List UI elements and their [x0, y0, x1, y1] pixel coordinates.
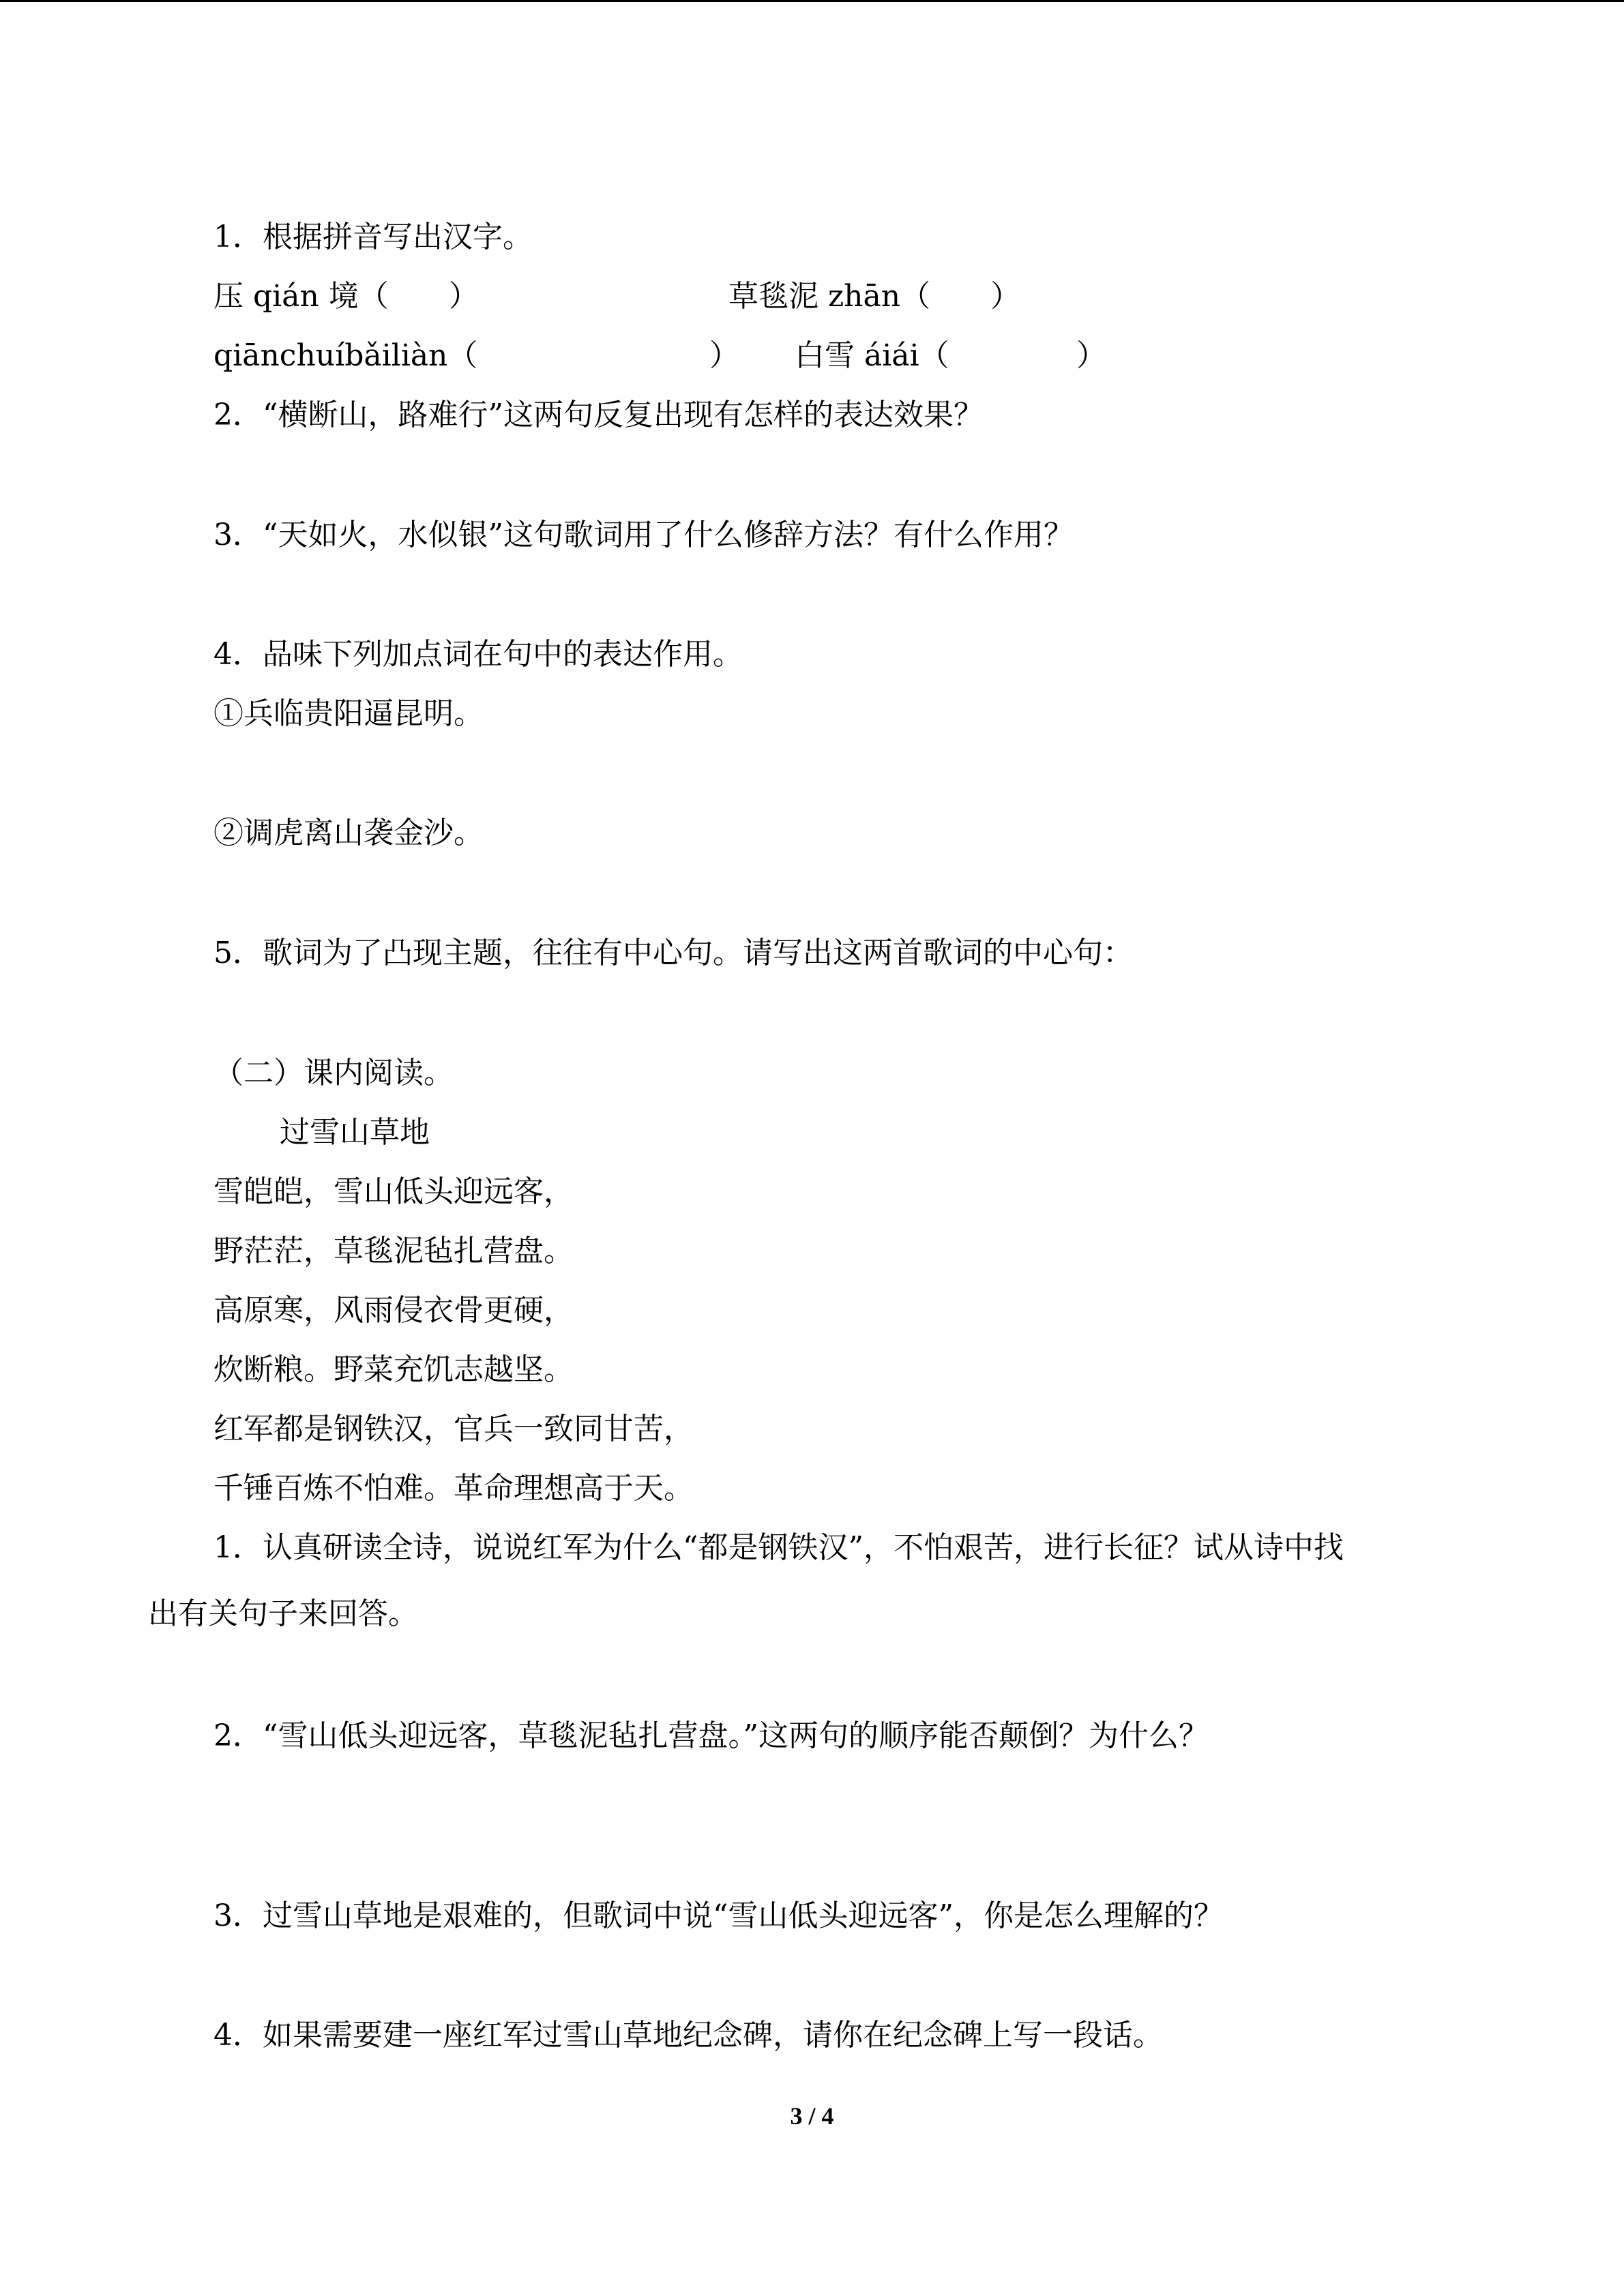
poem-line: 炊断粮。野菜充饥志越坚。 [213, 1352, 574, 1387]
page-number: 3 / 4 [790, 2102, 834, 2130]
poem-title: 过雪山草地 [280, 1115, 430, 1150]
reading-question-1: 1．认真研读全诗，说说红军为什么“都是钢铁汉”，不怕艰苦，进行长征？试从诗中找 [213, 1530, 1344, 1565]
pinyin-item-4-close: ） [1076, 338, 1106, 373]
pinyin-item-3-close: ） [709, 338, 739, 373]
reading-question-1-cont: 出有关句子来回答。 [148, 1596, 418, 1631]
question-2: 2．“横断山，路难行”这两句反复出现有怎样的表达效果？ [213, 398, 984, 432]
pinyin-item-3-open: qiānchuíbǎiliàn（ [213, 338, 478, 373]
question-4-sentence-b: ②调虎离山袭金沙。 [213, 816, 484, 850]
poem-line: 野茫茫，草毯泥毡扎营盘。 [213, 1234, 574, 1268]
poem-line: 高原寒，风雨侵衣骨更硬， [213, 1293, 574, 1328]
section-heading: （二）课内阅读。 [213, 1056, 454, 1090]
question-5: 5．歌词为了凸现主题，往往有中心句。请写出这两首歌词的中心句： [213, 936, 1133, 970]
reading-question-4: 4．如果需要建一座红军过雪山草地纪念碑，请你在纪念碑上写一段话。 [213, 2018, 1163, 2053]
pinyin-item-1: 压 qián 境（ ） [213, 279, 479, 314]
pinyin-item-2: 草毯泥 zhān（ ） [728, 279, 1021, 314]
reading-question-3: 3．过雪山草地是艰难的，但歌词中说“雪山低头迎远客”，你是怎么理解的？ [213, 1898, 1224, 1933]
question-4-sentence-a: ①兵临贵阳逼昆明。 [213, 696, 484, 731]
poem-line: 红军都是钢铁汉，官兵一致同甘苦， [213, 1412, 694, 1446]
poem-line: 千锤百炼不怕难。革命理想高于天。 [213, 1471, 694, 1506]
top-border [0, 0, 1624, 2]
poem-line: 雪皑皑，雪山低头迎远客， [213, 1174, 574, 1209]
question-1: 1．根据拼音写出汉字。 [213, 220, 533, 254]
question-4: 4．品味下列加点词在句中的表达作用。 [213, 637, 743, 672]
question-3: 3．“天如火，水似银”这句歌词用了什么修辞方法？有什么作用？ [213, 518, 1074, 552]
reading-question-2: 2．“雪山低头迎远客，草毯泥毡扎营盘。”这两句的顺序能否颠倒？为什么？ [213, 1718, 1209, 1753]
pinyin-item-4-open: 白雪 áiái（ [795, 338, 949, 373]
